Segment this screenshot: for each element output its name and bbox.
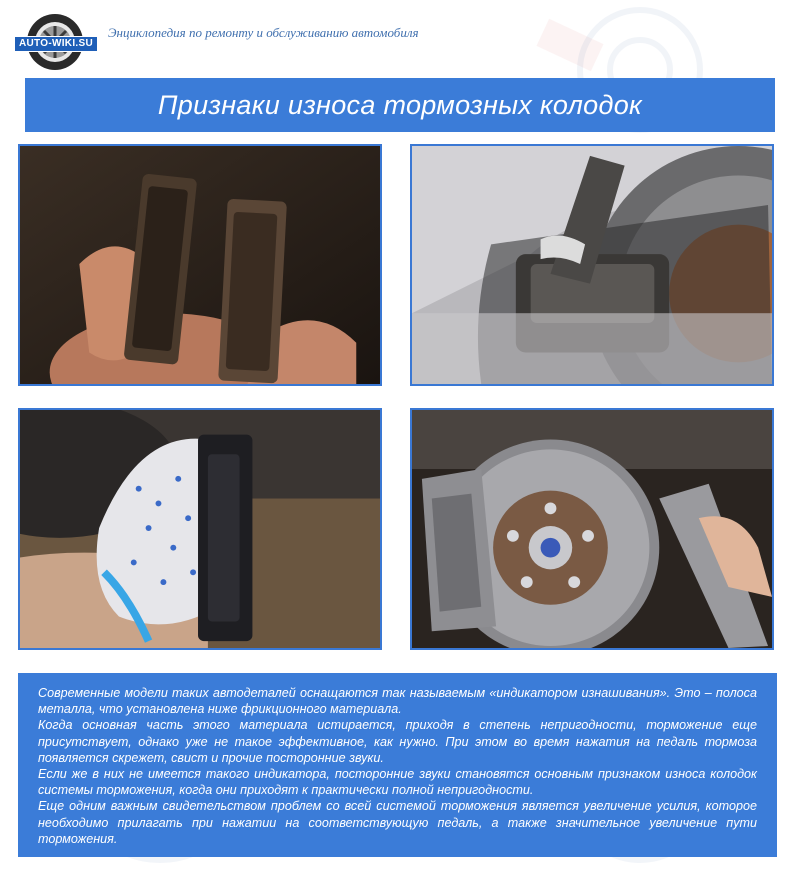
title-bar	[25, 78, 775, 132]
brake-caliper-and-disc-photo-icon	[412, 146, 772, 384]
photo-measuring-disc	[410, 408, 774, 650]
photo-caliper-disc	[410, 144, 774, 386]
paragraph: Если же в них не имеется такого индикатора, посторонние звуки становятся основным признаком износа колодок системы торможения, когда они приходят к практически полной непригодности.	[38, 767, 757, 798]
photo-worn-pads	[18, 144, 382, 386]
paragraph: Современные модели таких автодеталей оснащаются так называемым «индикатором изнашивания». Это – полоса металла, что установлена ниже фрикционного материала.	[38, 686, 757, 717]
description-box	[18, 673, 777, 857]
worn-brake-pads-in-hand-photo-icon	[20, 146, 380, 384]
paragraph: Еще одним важным свидетельством проблем со всей системой торможения является увеличение усилия, которое необходимо прилагать при нажатии на соответствующую педаль, а также значительное увеличение пути торможения.	[38, 799, 757, 846]
page-title: Признаки износа тормозных колодок	[157, 89, 643, 120]
logo-text[interactable]: AUTO-WIKI.SU	[14, 36, 98, 52]
paragraph: Когда основная часть этого материала истирается, приходя в степень непригодности, торможение еще присутствует, однако уже не такое эффективное, как нужно. При этом во время нажатия на педаль тормоза появляется скрежет, свист и прочие посторонние звуки.	[38, 718, 757, 765]
measuring-brake-disc-with-caliper-photo-icon	[412, 410, 772, 648]
photo-gloved-hand	[18, 408, 382, 650]
site-tagline: Энциклопедия по ремонту и обслуживанию автомобиля	[108, 25, 419, 40]
header	[0, 0, 800, 78]
gloved-hand-holding-brake-pad-photo-icon	[20, 410, 380, 648]
